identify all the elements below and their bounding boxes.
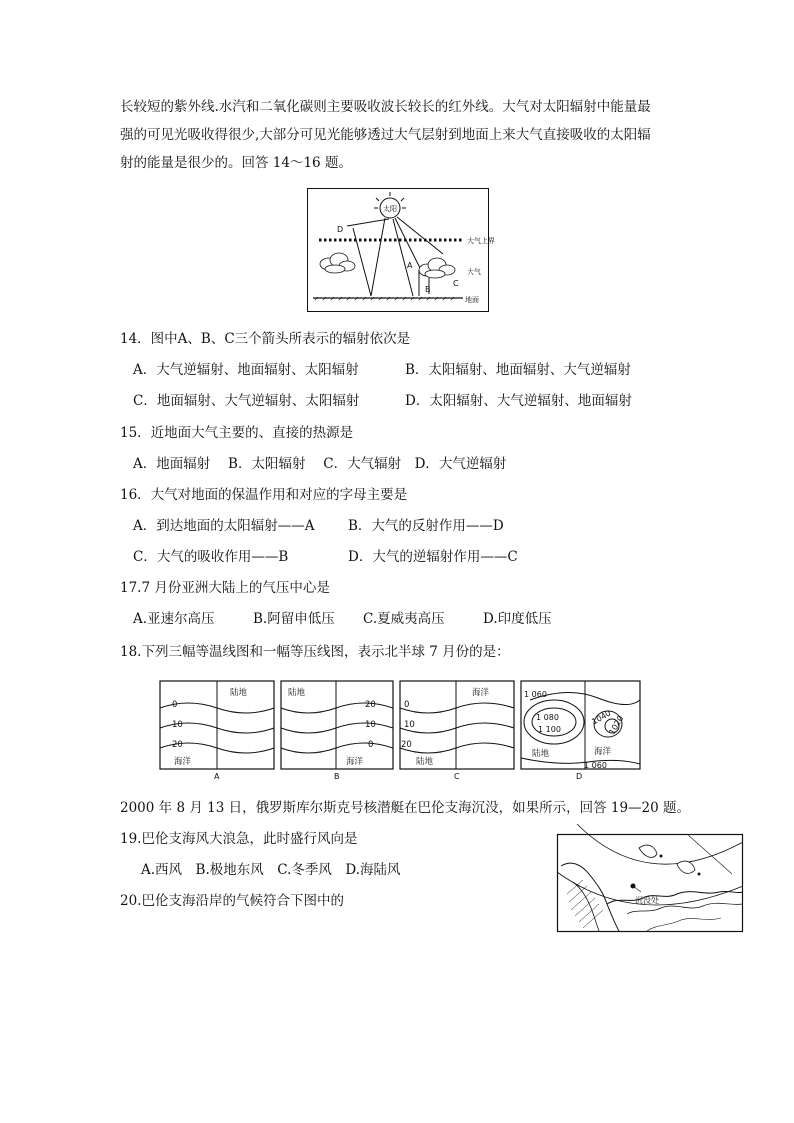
letter-b: B — [425, 285, 431, 294]
panel-b-t10: 10 — [365, 720, 376, 730]
sink-location-label: 沉没处 — [635, 896, 659, 905]
panel-a-ocean: 海洋 — [174, 757, 192, 767]
q16-option-a: A．到达地面的太阳辐射——A — [133, 518, 315, 534]
intro-line-1: 长较短的紫外线.水汽和二氧化碳则主要吸收波长较长的红外线。大气对太阳辐射中能量最 — [120, 99, 651, 115]
q17-option-b: B.阿留申低压 — [253, 611, 335, 627]
isoline-figure — [158, 676, 644, 784]
panel-d-p1080: 1 080 — [536, 713, 559, 722]
q16-option-c: C．大气的吸收作用——B — [133, 549, 289, 565]
barents-sea-map — [557, 834, 743, 936]
panel-d-p1040: 1040 — [590, 708, 613, 727]
panel-a-t0: 0 — [172, 700, 178, 710]
letter-a: A — [407, 261, 413, 270]
q14-option-b: B．太阳辐射、地面辐射、大气逆辐射 — [405, 362, 631, 378]
q18-stem: 18.下列三幅等温线图和一幅等压线图，表示北半球 7 月份的是： — [120, 644, 510, 660]
q19-stem: 19.巴伦支海风大浪急，此时盛行风向是 — [120, 831, 358, 847]
panel-b — [281, 681, 393, 781]
q20-stem: 20.巴伦支海沿岸的气候符合下图中的 — [120, 893, 344, 909]
panel-d-ocean: 海洋 — [594, 747, 612, 757]
panel-d — [521, 681, 640, 781]
q16-option-b: B．大气的反射作用——D — [348, 518, 504, 534]
panel-a — [160, 681, 274, 781]
panel-a-t20: 20 — [172, 740, 183, 750]
letter-c: C — [453, 279, 459, 288]
panel-d-p1100: 1 100 — [538, 725, 561, 734]
atmosphere-label: 大气 — [467, 268, 481, 276]
ground-label: 地面 — [465, 296, 479, 304]
atmosphere-top-label: 大气上界 — [467, 237, 495, 245]
intro-line-2: 强的可见光吸收得很少,大部分可见光能够透过大气层射到地面上来大气直接吸收的太阳辐 — [120, 127, 651, 143]
q17-stem: 17.7 月份亚洲大陆上的气压中心是 — [120, 580, 330, 596]
q17-option-a: A.亚速尔高压 — [133, 611, 215, 627]
panel-d-land: 陆地 — [532, 749, 550, 759]
sun-label: 太阳 — [383, 205, 397, 213]
panel-c-t0: 0 — [404, 700, 410, 710]
intro-line-3: 射的能量是很少的。回答 14～16 题。 — [120, 155, 352, 171]
panel-b-letter: B — [334, 772, 340, 781]
q19-options: A.西风 B.极地东风 C.冬季风 D.海陆风 — [141, 862, 401, 878]
radiation-figure — [307, 188, 495, 316]
panel-b-t0: 0 — [368, 740, 374, 750]
passage-2: 2000 年 8 月 13 日，俄罗斯库尔斯克号核潜艇在巴伦支海沉没，如果所示，回答 19—20 题。 — [120, 800, 691, 816]
q17-option-d: D.印度低压 — [483, 611, 552, 627]
panel-c-letter: C — [454, 772, 460, 781]
q14-stem: 14．图中A、B、C三个箭头所表示的辐射依次是 — [120, 331, 411, 347]
panel-a-land: 陆地 — [230, 688, 248, 698]
q16-stem: 16．大气对地面的保温作用和对应的字母主要是 — [120, 487, 408, 503]
panel-c-t20: 20 — [401, 740, 412, 750]
panel-b-t20: 20 — [365, 700, 376, 710]
letter-d: D — [337, 225, 344, 234]
q15-stem: 15．近地面大气主要的、直接的热源是 — [120, 425, 354, 441]
panel-b-ocean: 海洋 — [346, 757, 364, 767]
panel-c-ocean: 海洋 — [472, 688, 490, 698]
q14-option-a: A．大气逆辐射、地面辐射、太阳辐射 — [133, 362, 359, 378]
q14-option-c: C．地面辐射、大气逆辐射、太阳辐射 — [133, 393, 360, 409]
panel-d-p1020: 1020 — [607, 714, 626, 737]
q17-option-c: C.夏威夷高压 — [363, 611, 445, 627]
q15-options: A．地面辐射 B．太阳辐射 C．大气辐射 D．大气逆辐射 — [133, 456, 507, 472]
panel-d-p1060b: 1 060 — [584, 761, 607, 770]
q16-option-d: D．大气的逆辐射作用——C — [348, 549, 518, 565]
q14-option-d: D．太阳辐射、大气逆辐射、地面辐射 — [405, 393, 632, 409]
panel-b-land: 陆地 — [288, 688, 306, 698]
panel-c-land: 陆地 — [416, 757, 434, 767]
panel-d-letter: D — [576, 772, 583, 781]
panel-a-t10: 10 — [172, 720, 183, 730]
panel-d-p1060: 1 060 — [524, 690, 547, 699]
panel-a-letter: A — [214, 772, 220, 781]
panel-c — [400, 681, 514, 781]
panel-c-t10: 10 — [404, 720, 415, 730]
